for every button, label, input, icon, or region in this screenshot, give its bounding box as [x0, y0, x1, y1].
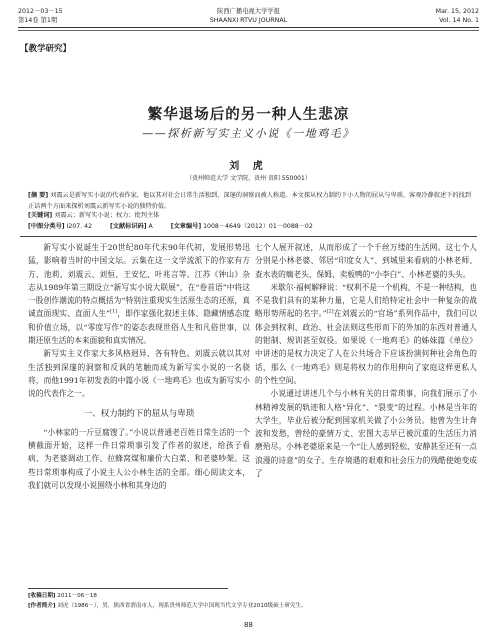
doc-code-label: [文献标识码]: [109, 223, 147, 230]
citation: [1]: [110, 308, 118, 315]
header-rule: [18, 27, 479, 28]
footnote-rule: [28, 588, 228, 589]
body-column-left: [28, 241, 250, 492]
citation: [2]: [326, 308, 334, 315]
running-header: [18, 7, 479, 33]
footnote-received: [收稿日期] 2011－06－18: [28, 593, 97, 599]
doc-code-value: A: [148, 223, 153, 230]
journal-name-en: SHAANXI RTVU JOURNAL: [209, 17, 288, 24]
journal-name: 陕西广播电视大学学报: [217, 8, 280, 15]
body-paragraph: 小说通过讲述几个与小林有关的日常琐事，向我们展示了小林精神发展的轨迹和人格“异化”、“裂变”的过程。小林是当年的大学生，毕业后被分配到国家机关做了小公务员。他曾为生计奔波和发愁，曾经的豪情万丈、宏图大志早已被沉重的生活压力消磨殆尽。小林老婆原来是一个“让人感到轻松、安静甚至还有一点浪漫的诗意”的女子。生存境遇的艰难和社会压力的残酷使她变成了: [255, 389, 477, 479]
header-rule-thin: [18, 30, 479, 31]
author-affiliation: （贵州师范大学 文学院，贵州 贵阳 550001）: [186, 175, 311, 182]
article-subtitle: ——探析新写实主义小说《一地鸡毛》: [142, 127, 355, 140]
abstract-text: 刘震云是新写实小说的代表作家，他以其对社会日常生活独到、深邃的洞察而被人称道。本文探从权力制约下小人物的屈从与卑琐、客观冷静叙述下的找到正话两个方面来探析刘震云新写实小说的独特价值。: [28, 192, 471, 210]
clc-value: I207. 42: [66, 223, 93, 230]
article-author: 刘 虎: [229, 161, 268, 172]
footnote-author: [作者简介] 刘虎（1986－），男，陕西省渭南市人，现系贵州师范大学中国现当代文学专业2010级硕士研究生。: [28, 603, 307, 609]
page-number: 88: [244, 621, 253, 629]
keywords-text: 刘震云；新写实小说；权力；批判主体: [54, 212, 160, 219]
header-right: [436, 7, 479, 25]
keywords-label: [关键词]: [28, 212, 53, 219]
column-tag: 【教学研究】: [20, 44, 72, 54]
article-no-value: 1008－4649（2012）01－0088－02: [203, 223, 313, 230]
header-volume: 第14卷 第1期: [18, 17, 58, 24]
abstract: [28, 191, 473, 212]
body-paragraph: “小林家的一斤豆腐馊了。”小说以普通老百姓日常生活的一个横截面开始，这样一件日常琐事引发了作者的叙述，给孩子看病、为老婆调动工作、拉蜂窝煤和廉价大白菜、和老婆吵架。这些日常琐事构成了小说主人公小林生活的全部。细心阅读文本，我们就可以发现小说围绕小林和其身边的: [28, 427, 250, 491]
meta-divider: [20, 236, 477, 237]
clc-label: [中图分类号]: [28, 223, 65, 230]
body-paragraph: 米歇尔·福柯解释说：“权利不是一个机构，不是一种结构，也不是我们具有的某种力量，它是人们给特定社会中一种复杂的战略形势所起的名字。”[2]在刘震云的“官场”系列作品中，我们可以体会到权利、政治、社会法则这些形而下的外加的东西对普通人的钳制、规训甚至奴役。如果说《一地鸡毛》的姊妹篇《单位》中讲述的是权力决定了人在公共场合下应该扮演何种社会角色的话，那么《一地鸡毛》则是将权力的作用伸向了家庭这样更私人的个性空间。: [255, 282, 477, 385]
article-title: 繁华退场后的另一种人生悲凉: [147, 106, 350, 123]
header-date: 2012－03－15: [18, 8, 63, 15]
body-column-right: [255, 241, 477, 480]
abstract-label: [摘 要]: [28, 192, 49, 199]
body-paragraph: 新写实主义作家大多风格迥异、各有特色。刘震云就以其对生活独到深邃的洞察和反讽的笔触而成为新写实小说的一名骁将，而他1991年初发表的中篇小说《一地鸡毛》也成为新写实小说的代表作之一。: [28, 349, 250, 399]
header-date-en: Mar. 15, 2012: [435, 8, 479, 15]
header-volume-en: Vol. 14 No. 1: [439, 17, 479, 24]
section-heading: 一、权力制约下的屈从与卑琐: [83, 408, 195, 419]
classification-line: [28, 222, 473, 233]
body-paragraph: 七个人展开叙述，从而形成了一个千丝万缕的生活网。这七个人分别是小林老婆、邻居“印度女人”、到城里来看病的小林老师、查水表的瘸老头、保姆、卖板鸭的“小李白”、小林老婆的头头。: [255, 243, 477, 279]
body-paragraph: 新写实小说诞生于20世纪80年代末90年代初，发展形势迅猛，影响着当时的中国文坛。云集在这一文学流派下的作家有方方、池莉、刘震云、刘恒、王安忆、叶兆言等。江苏《钟山》杂志从1989年第三期设立“新写实小说大联展”，在“卷首语”中将这一股创作潮流的特点概括为“特别注重现实生活原生态的还原，真诚直面现实、直面人生”[1]，即作家强化叙述主体、隐藏情感态度和价值立场，以“零度写作”的姿态表现世俗人生和凡俗世事，以期还原生活的本来面貌和真实情况。: [28, 243, 250, 346]
article-no-label: [文章编号]: [170, 223, 202, 230]
header-center: [18, 7, 479, 25]
keywords: [28, 211, 473, 222]
